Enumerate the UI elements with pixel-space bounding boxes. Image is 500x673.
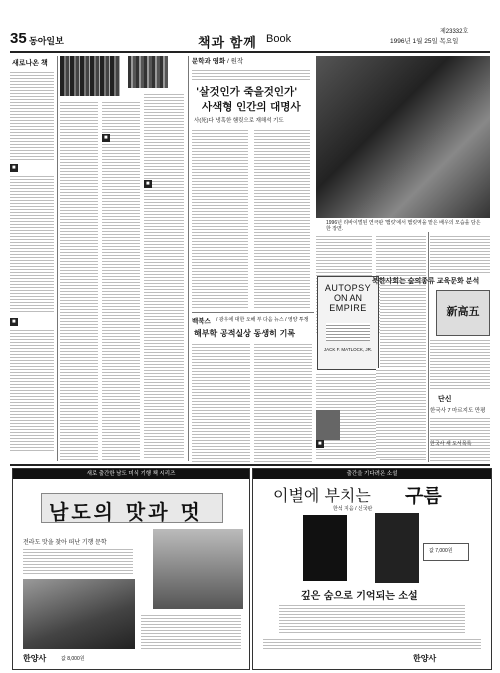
ad-right-publisher: 한양사	[413, 654, 437, 663]
right-column	[372, 276, 490, 466]
feature-subline: 사(死)다 냉혹한 햄릿으로 재해석 기도	[194, 118, 284, 124]
feature-body-1	[192, 128, 248, 308]
issue-date: 1996년 1월 25일 목요일	[390, 38, 459, 45]
ads-top-rule	[10, 464, 490, 466]
book-cover-title-1: AUTOPSY	[324, 283, 372, 293]
ad-left-title: 남도의 맛과 멋	[49, 500, 203, 524]
feature-top	[192, 56, 312, 266]
section-subtitle: Book	[266, 33, 292, 45]
ad-right	[252, 468, 492, 670]
right-caption: 한국사 새 도서목록	[430, 441, 472, 447]
book-cover	[317, 276, 379, 370]
right-headline: 북한사회는 숲의종류 교육문화 분석	[372, 278, 480, 285]
feature-body-2	[254, 128, 310, 308]
ad-left-text-2	[141, 613, 241, 649]
left-text-3	[10, 328, 54, 453]
mid-body-2	[254, 342, 312, 462]
mid-body-1	[192, 342, 250, 462]
ad-left-price: 값 8,000원	[61, 656, 85, 662]
feature-body-5	[430, 234, 490, 274]
book-cover-title-2: ON AN	[333, 293, 362, 303]
photo-caption: 1996년 리바이벌된 연극판 '햄릿'에서 햄릿역을 맡은 배우의 모습을 담은 한 장면.	[326, 220, 481, 232]
feature-headline-1: '살것인가 죽을것인가'	[196, 86, 298, 98]
feature-headline-2: 사색형 인간의 대명사	[202, 101, 301, 113]
right-body-1	[430, 338, 490, 390]
feature-kicker-sub: / 원작	[227, 58, 244, 65]
ad-left-publisher: 한양사	[23, 654, 47, 663]
ad-right-text	[279, 603, 465, 633]
left-tag-2: ■	[12, 319, 16, 325]
book-cover-title-3: EMPIRE	[329, 303, 367, 313]
right-col-rule	[428, 232, 429, 462]
mid-tag: ■	[318, 441, 322, 447]
ad-right-cover-2	[375, 513, 419, 583]
mid-headline: 해부학 공적실상 동생히 기록	[194, 328, 296, 338]
books-photo-2	[128, 56, 168, 88]
center-rule	[188, 56, 189, 461]
ad-left-book-image	[153, 529, 243, 609]
ad-right-author: 한석 지음 / 신국판	[333, 506, 373, 512]
mid-kicker: 백북스	[192, 318, 211, 325]
left-tag-1: ■	[12, 165, 16, 171]
feature-deck	[192, 68, 310, 80]
ad-right-price: 값 7,000원	[429, 548, 453, 554]
ad-right-title-1: 이별에 부치는	[273, 486, 371, 505]
ad-left-text	[23, 547, 133, 575]
left-text-1	[10, 70, 54, 160]
ad-left-banner: 새로 출간한 남도 미식 기행 책 시리즈	[13, 469, 249, 479]
col-c-tag: ■	[146, 181, 150, 187]
ad-left-photo	[23, 579, 135, 649]
feature-photo	[316, 56, 490, 218]
left-column	[10, 58, 54, 458]
short-label: 단신	[438, 396, 452, 403]
feature-kicker: 문학과 영화	[192, 58, 226, 65]
books-photo	[60, 56, 120, 96]
ad-left	[12, 468, 250, 670]
ad-right-text-2	[263, 637, 481, 651]
left-text-2	[10, 174, 54, 314]
ad-left-lead: 전라도 맛을 찾아 떠난 기행 문학	[23, 540, 107, 546]
issue-number: 제23332호	[440, 29, 469, 35]
paper-name: 동아일보	[29, 36, 64, 46]
col-c-text	[144, 92, 184, 460]
right-body-2	[430, 416, 490, 462]
book-cover-blurb	[326, 323, 370, 341]
mid-kicker-sub: / 광우에 대한 오해 부 다음 뉴스 / 영양 투쟁	[216, 317, 309, 323]
book-cover-author: JACK F. MATLOCK, JR.	[323, 347, 373, 352]
column-title: 새로나온 책	[12, 60, 48, 67]
right-body-3	[376, 368, 426, 458]
right-book-cover	[436, 290, 490, 336]
feature-mid	[192, 316, 314, 466]
right-book-cover-title: 新高五	[446, 306, 480, 318]
ad-right-cover	[303, 515, 347, 581]
masthead	[10, 29, 490, 51]
masthead-rule	[10, 51, 490, 53]
col-b-text	[102, 100, 140, 460]
ad-right-title-2: 구름	[405, 485, 442, 507]
col-a-text	[60, 100, 98, 460]
right-small-photo	[316, 410, 340, 440]
short-headline: 한국사 7 마르지도 만평	[430, 408, 486, 414]
page-number: 35	[10, 30, 27, 47]
ad-right-banner: 출간을 기다려온 소설	[253, 469, 491, 479]
left-col-rule	[57, 56, 58, 461]
feature-mid-rule	[192, 312, 314, 313]
col-b-tag: ■	[104, 135, 108, 141]
ad-right-tagline: 깊은 숨으로 기억되는 소설	[301, 591, 418, 602]
section-title: 책과 함께	[198, 35, 257, 50]
